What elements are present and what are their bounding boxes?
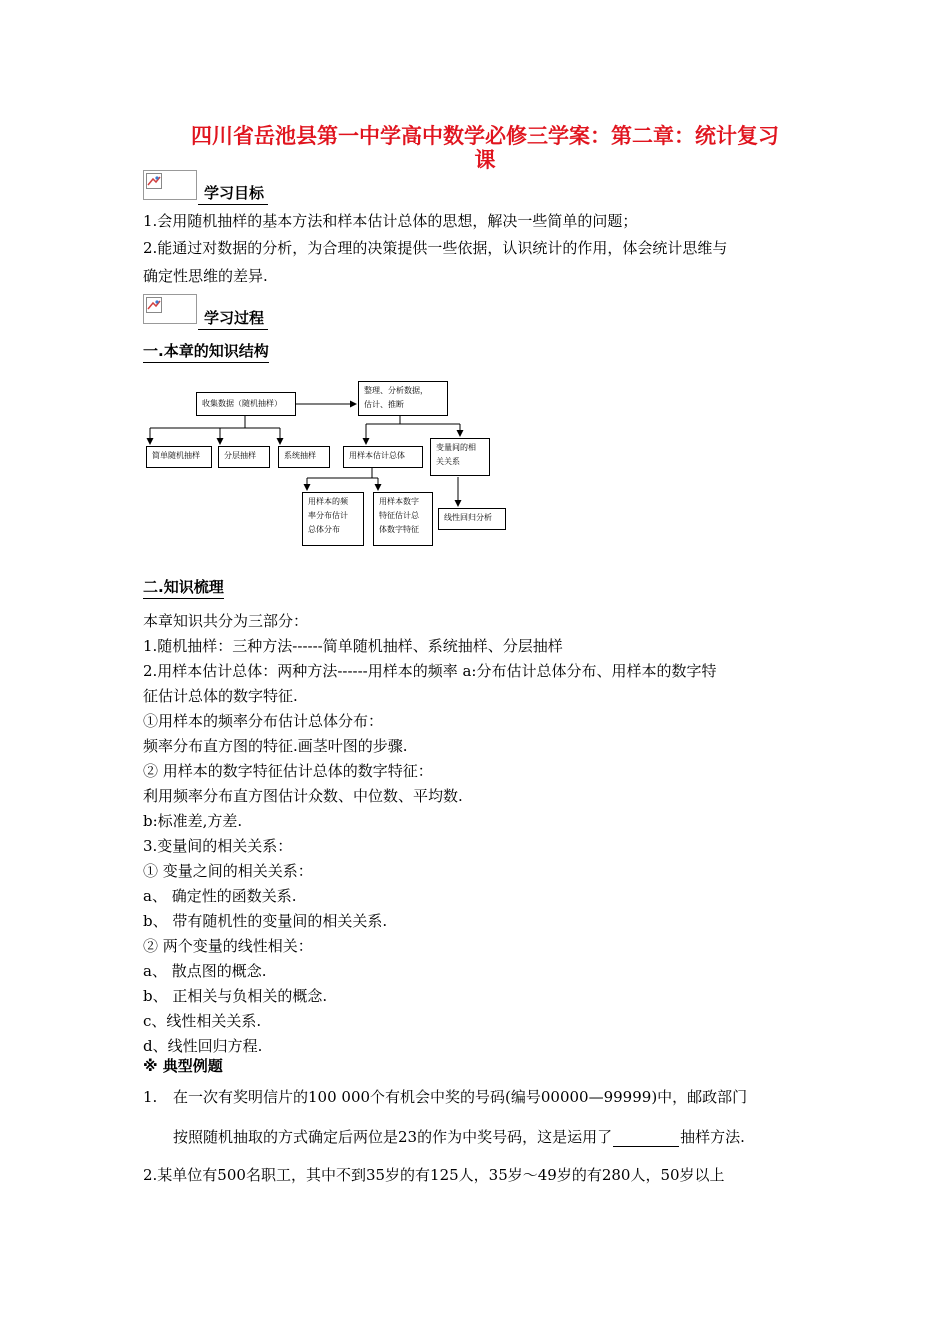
part2-heading: 二.知识梳理 bbox=[143, 576, 224, 599]
box-sample-estimate bbox=[343, 446, 423, 468]
goal-line-1: 1.会用随机抽样的基本方法和样本估计总体的思想，解决一些简单的问题； bbox=[143, 212, 638, 230]
example-1-line-1: 在一次有奖明信片的100 000个有机会中奖的号码(编号00000—99999)中，邮政部门 bbox=[173, 1088, 748, 1106]
box-linear-regression bbox=[438, 508, 506, 530]
box-simple-sampling bbox=[146, 446, 212, 468]
goals-label: 学习目标 bbox=[198, 182, 268, 205]
process-label: 学习过程 bbox=[198, 307, 268, 330]
box-stratified-sampling bbox=[218, 446, 270, 468]
box-relation-line-2: 关关系 bbox=[436, 457, 460, 466]
review-line: 征估计总体的数字特征. bbox=[143, 687, 298, 705]
review-line: b、 正相关与负相关的概念. bbox=[143, 987, 328, 1005]
review-line: c、线性相关关系. bbox=[143, 1012, 262, 1030]
title-line-2: 课 bbox=[474, 148, 496, 172]
review-line: d、线性回归方程. bbox=[143, 1037, 263, 1055]
box-freq-line-3: 总体分布 bbox=[308, 525, 340, 534]
review-line: a、 散点图的概念. bbox=[143, 962, 267, 980]
example-2-line-1: 2.某单位有500名职工，其中不到35岁的有125人，35岁～49岁的有280人，50岁以上 bbox=[143, 1166, 725, 1184]
review-line: b、 带有随机性的变量间的相关关系. bbox=[143, 912, 388, 930]
box-organize-line-1: 整理、分析数据， bbox=[364, 386, 428, 395]
part1-heading: 一.本章的知识结构 bbox=[143, 340, 269, 363]
review-line: 频率分布直方图的特征.画茎叶图的步骤. bbox=[143, 737, 408, 755]
box-variable-relation bbox=[430, 438, 490, 476]
box-collect-data bbox=[196, 392, 296, 416]
box-relation-line-1: 变量间的相 bbox=[436, 443, 476, 452]
example-1-suffix: 抽样方法. bbox=[680, 1128, 745, 1146]
review-line: ② 两个变量的线性相关： bbox=[143, 937, 313, 955]
box-numeric-features bbox=[373, 492, 433, 546]
example-1-number: 1. bbox=[143, 1088, 158, 1106]
box-regression-label: 线性回归分析 bbox=[444, 513, 492, 522]
review-line: ① 变量之间的相关关系： bbox=[143, 862, 313, 880]
box-simple-label: 简单随机抽样 bbox=[152, 451, 200, 460]
example-1-text: 按照随机抽取的方式确定后两位是23的作为中奖号码，这是运用了 bbox=[173, 1128, 613, 1146]
review-line: a、 确定性的函数关系. bbox=[143, 887, 297, 905]
box-systematic-label: 系统抽样 bbox=[284, 451, 316, 460]
box-stratified-label: 分层抽样 bbox=[224, 451, 256, 460]
title-line-1: 四川省岳池县第一中学高中数学必修三学案：第二章：统计复习 bbox=[191, 124, 779, 148]
box-freq-line-2: 率分布估计 bbox=[308, 511, 348, 520]
goal-line-2: 2.能通过对数据的分析，为合理的决策提供一些依据，认识统计的作用，体会统计思维与 bbox=[143, 239, 728, 257]
box-organize-line-2: 估计、推断 bbox=[364, 400, 404, 409]
page-title bbox=[140, 124, 830, 172]
review-line: ② 用样本的数字特征估计总体的数字特征： bbox=[143, 762, 433, 780]
review-line: b:标准差,方差. bbox=[143, 812, 243, 830]
box-organize-data bbox=[358, 381, 448, 416]
review-line: 利用频率分布直方图估计众数、中位数、平均数. bbox=[143, 787, 463, 805]
review-line: ①用样本的频率分布估计总体分布： bbox=[143, 712, 384, 730]
review-line: 1.随机抽样：三种方法------简单随机抽样、系统抽样、分层抽样 bbox=[143, 637, 563, 655]
box-estimate-label: 用样本估计总体 bbox=[349, 451, 405, 460]
box-numeric-line-3: 体数字特征 bbox=[379, 525, 419, 534]
examples-heading: ※ 典型例题 bbox=[143, 1057, 223, 1075]
example-1-line-2 bbox=[173, 1127, 745, 1147]
box-frequency-distribution bbox=[302, 492, 364, 546]
broken-image-icon bbox=[143, 294, 197, 324]
box-systematic-sampling bbox=[278, 446, 330, 468]
box-numeric-line-1: 用样本数字 bbox=[379, 497, 419, 506]
review-line: 3.变量间的相关关系： bbox=[143, 837, 293, 855]
review-line: 本章知识共分为三部分： bbox=[143, 612, 309, 630]
answer-blank[interactable] bbox=[613, 1131, 679, 1147]
review-line: 2.用样本估计总体：两种方法------用样本的频率 a:分布估计总体分布、用样本的数字特 bbox=[143, 662, 717, 680]
box-freq-line-1: 用样本的频 bbox=[308, 497, 348, 506]
box-collect-data-label: 收集数据（随机抽样） bbox=[202, 399, 282, 408]
box-numeric-line-2: 特征估计总 bbox=[379, 511, 419, 520]
broken-image-icon bbox=[143, 170, 197, 200]
goal-line-3: 确定性思维的差异. bbox=[143, 267, 268, 285]
